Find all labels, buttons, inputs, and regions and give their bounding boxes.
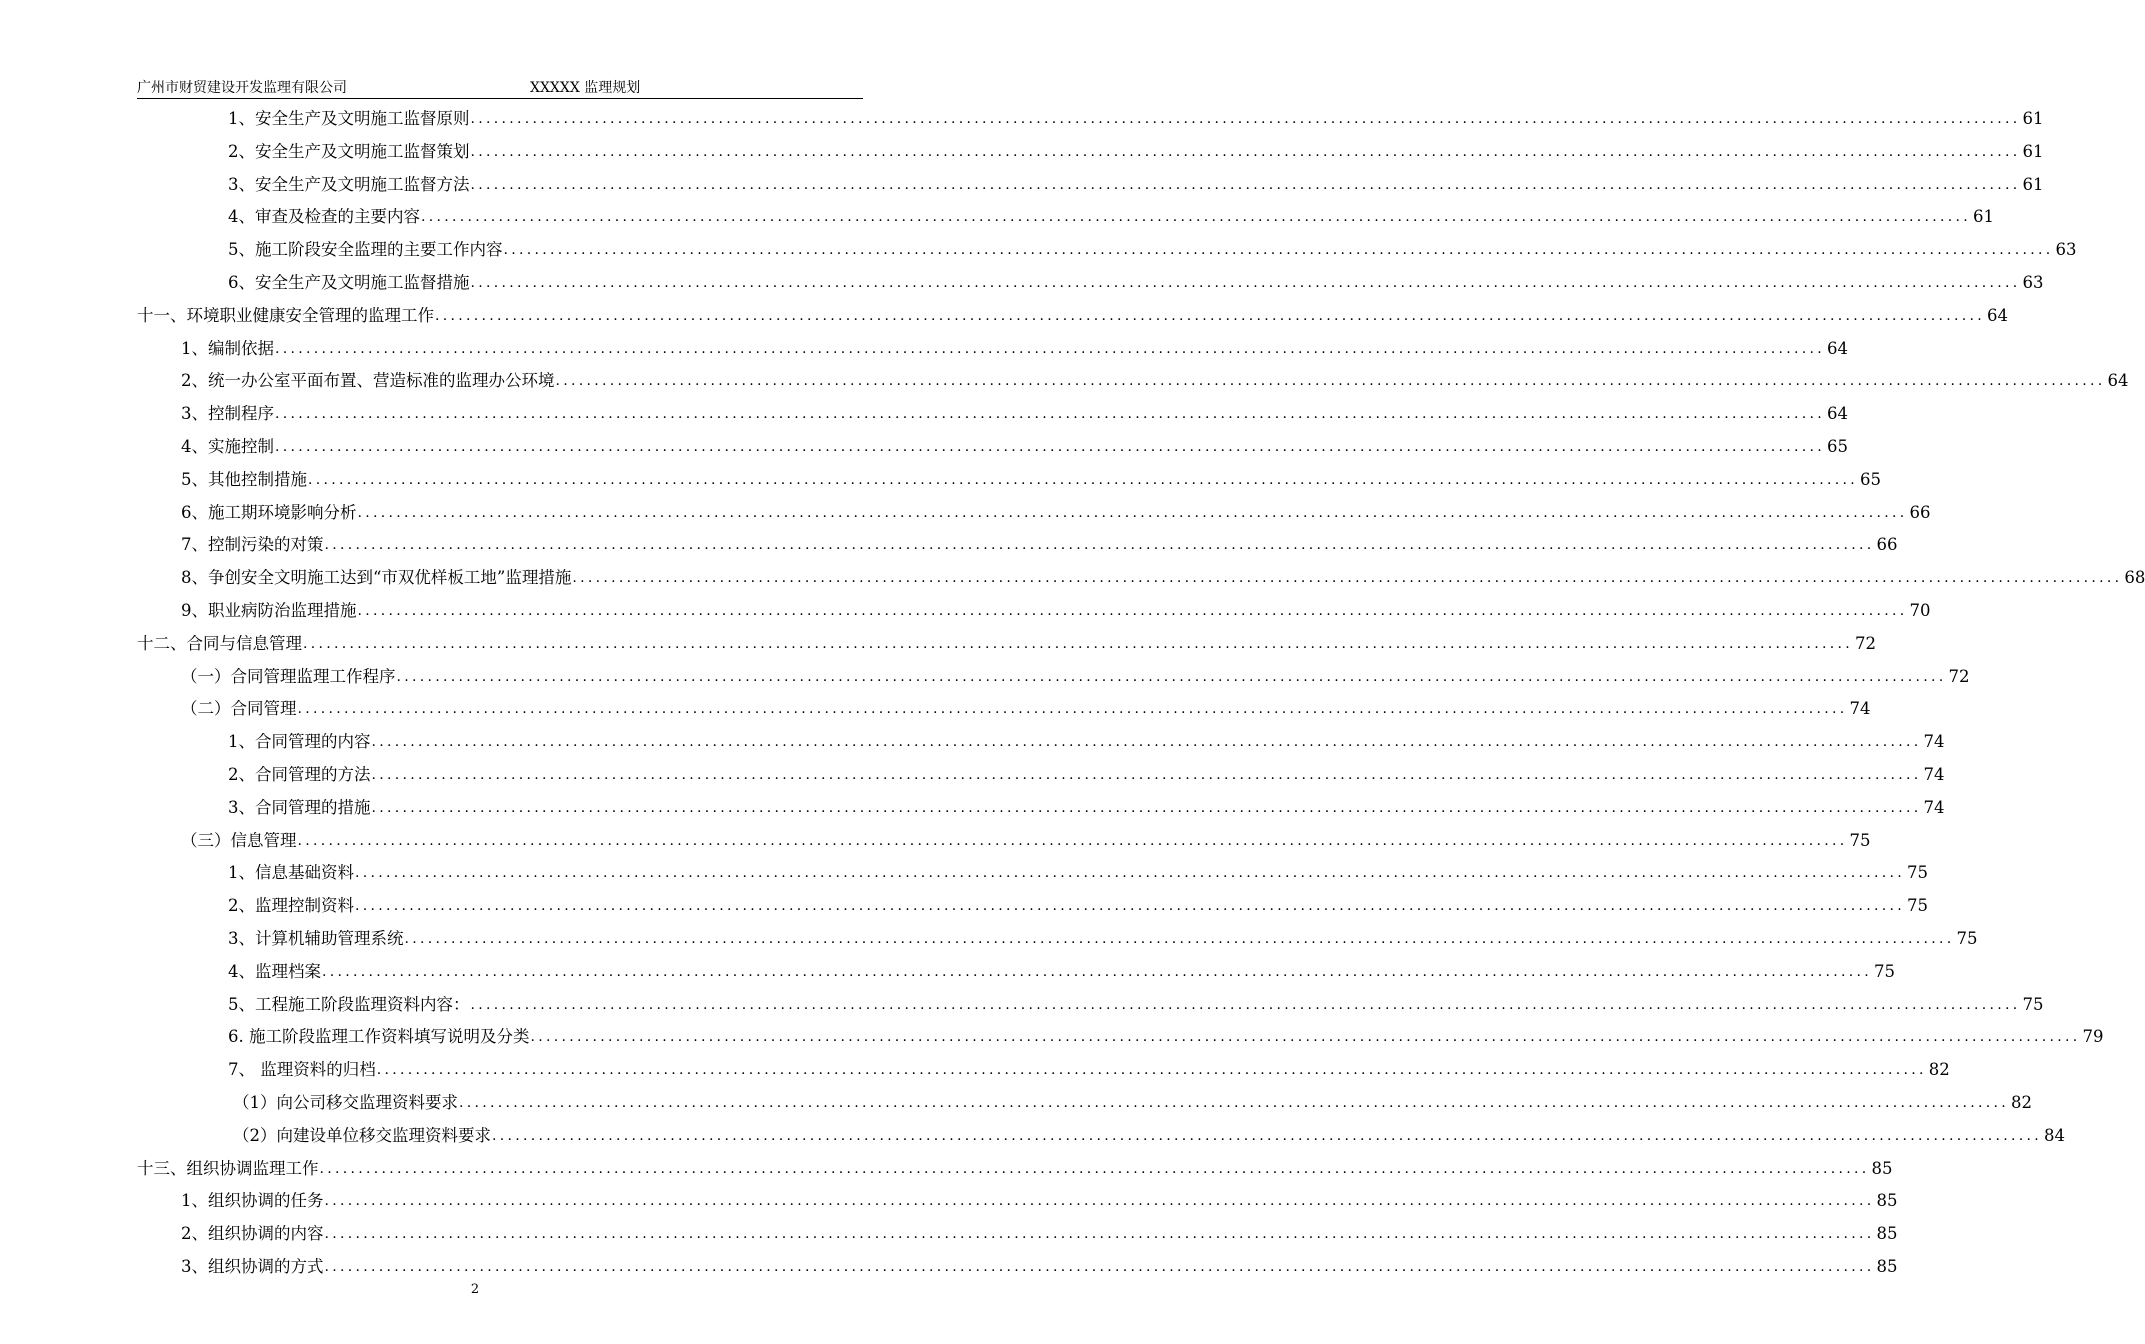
toc-entry-page: 70 (1909, 601, 1931, 620)
toc-dot-leader: ........................................................................................................................................................................................................ (470, 996, 2021, 1013)
toc-entry[interactable] (228, 786, 1945, 818)
toc-entry[interactable] (228, 97, 2044, 129)
toc-entry-label: 6、施工期环境影响分析 (181, 502, 357, 522)
toc-entry-page: 61 (2022, 174, 2044, 194)
toc-entry-label: 2、合同管理的方法 (228, 765, 371, 784)
toc-entry-page: 64 (2107, 371, 2129, 391)
page-header (137, 78, 863, 99)
toc-entry-label: 6、安全生产及文明施工监督措施 (228, 273, 470, 292)
toc-entry-page: 72 (1855, 633, 1877, 653)
toc-entry-label: （二）合同管理 (181, 699, 297, 719)
toc-entry-page: 75 (2022, 994, 2044, 1014)
toc-entry-label: 5、工程施工阶段监理资料内容： (228, 994, 470, 1014)
toc-entry[interactable] (181, 491, 1931, 523)
toc-entry-label: 9、职业病防治监理措施 (181, 601, 357, 620)
toc-entry[interactable] (233, 1114, 2066, 1146)
toc-entry[interactable] (181, 392, 1849, 424)
toc-entry[interactable] (181, 1179, 1898, 1211)
toc-entry-page: 68 (2124, 568, 2145, 588)
toc-dot-leader: ........................................................................................................................................................................................................ (324, 1226, 1875, 1243)
toc-dot-leader: ........................................................................................................................................................................................................ (355, 898, 1906, 915)
toc-dot-leader: ........................................................................................................................................................................................................ (357, 603, 1908, 619)
toc-entry[interactable] (181, 359, 2129, 391)
toc-entry-page: 74 (1849, 699, 1871, 719)
toc-entry-label: 8、争创安全文明施工达到“市双优样板工地”监理措施 (181, 568, 572, 588)
toc-entry-label: 3、计算机辅助管理系统 (228, 929, 404, 948)
toc-entry-label: 2、监理控制资料 (228, 896, 354, 916)
toc-entry-label: 5、施工阶段安全监理的主要工作内容 (228, 240, 503, 260)
toc-entry-page: 74 (1923, 765, 1945, 784)
toc-entry-page: 74 (1923, 732, 1945, 752)
toc-dot-leader: ........................................................................................................................................................................................................ (470, 275, 2021, 291)
toc-entry-label: （一）合同管理监理工作程序 (181, 666, 396, 686)
toc-dot-leader: ........................................................................................................................................................................................................ (503, 242, 2054, 259)
toc-entry-label: 十三、组织协调监理工作 (137, 1158, 319, 1178)
toc-dot-leader: ........................................................................................................................................................................................................ (470, 143, 2021, 160)
toc-entry-label: 1、编制依据 (181, 338, 274, 358)
toc-dot-leader: ........................................................................................................................................................................................................ (470, 176, 2021, 193)
toc-entry-page: 66 (1876, 535, 1898, 555)
toc-entry[interactable] (228, 917, 1978, 949)
toc-dot-leader: ........................................................................................................................................................................................................ (297, 832, 1848, 849)
toc-entry-label: （1）向公司移交监理资料要求 (233, 1093, 458, 1112)
toc-entry-page: 82 (2011, 1093, 2033, 1112)
toc-entry-page: 63 (2055, 240, 2077, 260)
toc-entry[interactable] (181, 556, 2145, 588)
toc-dot-leader: ........................................................................................................................................................................................................ (371, 767, 1922, 783)
toc-entry[interactable] (181, 327, 1849, 359)
toc-entry[interactable] (181, 425, 1849, 457)
toc-entry-page: 85 (1876, 1257, 1898, 1276)
toc-entry-page: 64 (1827, 338, 1849, 358)
toc-entry[interactable] (228, 851, 1929, 883)
toc-entry[interactable] (137, 1147, 1893, 1179)
toc-entry-page: 61 (2022, 109, 2044, 128)
toc-entry[interactable] (181, 687, 1871, 719)
toc-entry-label: 1、合同管理的内容 (228, 732, 371, 752)
toc-dot-leader: ........................................................................................................................................................................................................ (275, 406, 1826, 423)
toc-entry-label: 1、安全生产及文明施工监督原则 (228, 109, 470, 128)
toc-entry-label: 4、审查及检查的主要内容 (228, 207, 420, 227)
toc-entry[interactable] (228, 950, 1896, 982)
toc-entry[interactable] (181, 1212, 1898, 1244)
toc-entry-label: 3、控制程序 (181, 404, 274, 424)
toc-dot-leader: ........................................................................................................................................................................................................ (371, 734, 1922, 751)
toc-entry-page: 75 (1907, 863, 1929, 883)
toc-entry[interactable] (137, 622, 1877, 654)
toc-dot-leader: ........................................................................................................................................................................................................ (492, 1127, 2043, 1144)
toc-entry-label: 4、监理档案 (228, 961, 321, 981)
toc-entry[interactable] (228, 983, 2044, 1015)
toc-entry[interactable] (228, 753, 1945, 785)
toc-entry[interactable] (228, 261, 2044, 293)
toc-dot-leader: ........................................................................................................................................................................................................ (530, 1029, 2081, 1046)
toc-dot-leader: ........................................................................................................................................................................................................ (319, 1160, 1870, 1177)
toc-dot-leader: ........................................................................................................................................................................................................ (404, 931, 1955, 947)
toc-dot-leader: ........................................................................................................................................................................................................ (275, 340, 1826, 357)
toc-entry-label: 1、信息基础资料 (228, 863, 354, 883)
toc-entry-label: 2、统一办公室平面布置、营造标准的监理办公环境 (181, 371, 555, 391)
toc-entry[interactable] (228, 195, 1995, 227)
toc-dot-leader: ........................................................................................................................................................................................................ (303, 635, 1854, 652)
toc-entry-page: 75 (1874, 961, 1896, 981)
toc-entry-page: 65 (1860, 469, 1882, 489)
toc-dot-leader: ........................................................................................................................................................................................................ (308, 471, 1859, 488)
toc-dot-leader: ........................................................................................................................................................................................................ (555, 373, 2106, 390)
toc-entry[interactable] (233, 1081, 2033, 1113)
toc-dot-leader: ........................................................................................................................................................................................................ (371, 799, 1922, 816)
toc-entry-label: （三）信息管理 (181, 830, 297, 850)
toc-dot-leader: ........................................................................................................................................................................................................ (376, 1062, 1927, 1079)
toc-entry-label: （2）向建设单位移交监理资料要求 (233, 1125, 491, 1145)
toc-entry-page: 63 (2022, 273, 2044, 292)
toc-entry-page: 84 (2044, 1125, 2066, 1145)
toc-entry-page: 85 (1871, 1158, 1893, 1178)
toc-entry[interactable] (181, 589, 1931, 621)
toc-dot-leader: ........................................................................................................................................................................................................ (470, 111, 2021, 127)
toc-dot-leader: ........................................................................................................................................................................................................ (396, 668, 1947, 685)
toc-entry-page: 61 (1973, 207, 1995, 227)
toc-entry[interactable] (181, 523, 1898, 555)
toc-entry-label: 3、安全生产及文明施工监督方法 (228, 174, 470, 194)
toc-entry[interactable] (228, 720, 1945, 752)
toc-entry-label: 5、其他控制措施 (181, 469, 307, 489)
toc-entry[interactable] (181, 655, 1970, 687)
toc-dot-leader: ........................................................................................................................................................................................................ (572, 570, 2123, 587)
toc-entry-page: 64 (1987, 305, 2009, 325)
toc-entry-label: 4、实施控制 (181, 437, 274, 456)
toc-entry-label: 7、 监理资料的归档 (228, 1060, 376, 1080)
toc-entry-label: 十一、环境职业健康安全管理的监理工作 (137, 305, 434, 325)
toc-entry-label: 1、组织协调的任务 (181, 1191, 324, 1211)
toc-entry-label: 2、组织协调的内容 (181, 1224, 324, 1244)
toc-entry-label: 2、安全生产及文明施工监督策划 (228, 141, 470, 161)
toc-entry[interactable] (228, 884, 1929, 916)
toc-entry-label: 3、组织协调的方式 (181, 1257, 324, 1276)
toc-entry[interactable] (137, 294, 2009, 326)
header-company-name: 广州市财贸建设开发监理有限公司 (137, 80, 347, 96)
toc-entry-page: 75 (1956, 929, 1978, 948)
toc-entry-page: 75 (1907, 896, 1929, 916)
toc-entry-page: 75 (1849, 830, 1871, 850)
header-document-title: XXXXX 监理规划 (530, 80, 641, 96)
toc-dot-leader: ........................................................................................................................................................................................................ (324, 1259, 1875, 1275)
toc-entry-page: 82 (1928, 1060, 1950, 1080)
toc-dot-leader: ........................................................................................................................................................................................................ (355, 865, 1906, 882)
toc-dot-leader: ........................................................................................................................................................................................................ (324, 1193, 1875, 1210)
toc-entry[interactable] (181, 458, 1882, 490)
toc-dot-leader: ........................................................................................................................................................................................................ (275, 439, 1826, 455)
toc-dot-leader: ........................................................................................................................................................................................................ (421, 209, 1972, 226)
toc-entry[interactable] (181, 819, 1871, 851)
toc-dot-leader: ........................................................................................................................................................................................................ (324, 537, 1875, 554)
toc-entry-page: 72 (1948, 666, 1970, 686)
toc-entry-page: 79 (2082, 1027, 2104, 1047)
toc-dot-leader: ........................................................................................................................................................................................................ (459, 1095, 2010, 1111)
toc-entry-label: 3、合同管理的措施 (228, 797, 371, 817)
toc-entry-label: 7、控制污染的对策 (181, 535, 324, 555)
toc-entry-page: 85 (1876, 1191, 1898, 1211)
toc-entry-page: 85 (1876, 1224, 1898, 1244)
toc-dot-leader: ........................................................................................................................................................................................................ (435, 307, 1986, 324)
toc-entry-page: 74 (1923, 797, 1945, 817)
toc-entry-label: 6. 施工阶段监理工作资料填写说明及分类 (228, 1027, 530, 1047)
toc-entry-page: 65 (1827, 437, 1849, 456)
toc-entry-page: 66 (1909, 502, 1931, 522)
toc-dot-leader: ........................................................................................................................................................................................................ (322, 963, 1873, 980)
toc-entry[interactable] (228, 130, 2044, 162)
toc-entry[interactable] (181, 1245, 1898, 1277)
toc-dot-leader: ........................................................................................................................................................................................................ (357, 504, 1908, 521)
toc-entry[interactable] (228, 1048, 1950, 1080)
toc-entry[interactable] (228, 1015, 2104, 1047)
toc-entry-page: 64 (1827, 404, 1849, 424)
toc-dot-leader: ........................................................................................................................................................................................................ (297, 701, 1848, 718)
page-number: 2 (470, 1282, 480, 1297)
toc-entry[interactable] (228, 228, 2077, 260)
toc-entry-label: 十二、合同与信息管理 (137, 633, 302, 653)
toc-entry[interactable] (228, 163, 2044, 195)
toc-entry-page: 61 (2022, 141, 2044, 161)
